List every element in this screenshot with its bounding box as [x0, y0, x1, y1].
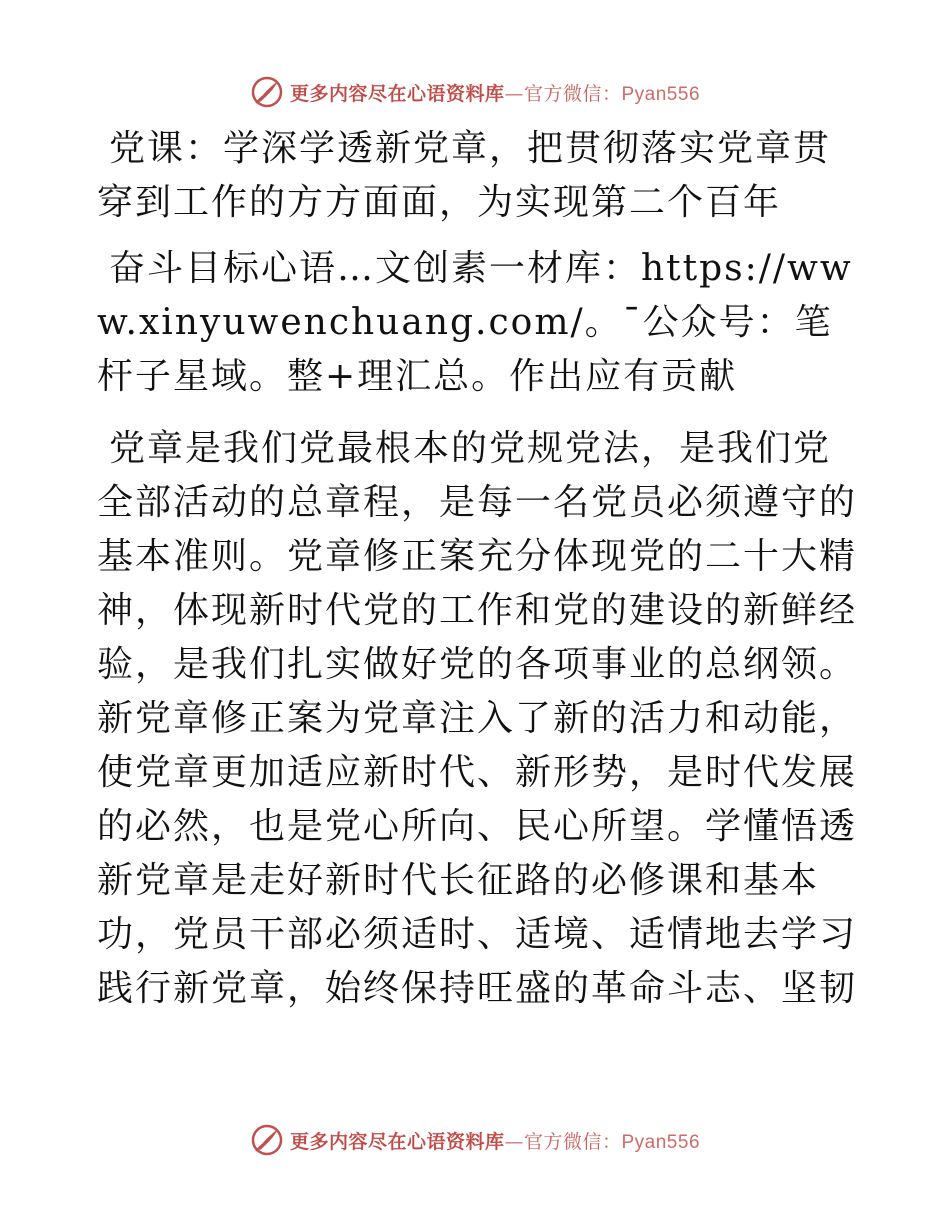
watermark-site-text: 更多内容尽在心语资料库: [289, 82, 505, 105]
document-body: 党章是我们党最根本的党规党法，是我们党全部活动的总章程，是每一名党员必须遵守的基本准则。党章修正案充分体现党的二十大精神，体现新时代党的工作和党的建设的新鲜经验，是我们扎实做好党的各项事业的总纲领。新党章修正案为党章注入了新的活力和动能，使党章更加适应新时代、新形势，是时代发展的必然，也是党心所向、民心所望。学懂悟透新党章是走好新时代长征路的必修课和基本功，党员干部必须适时、适境、适情地去学习践行新党章，始终保持旺盛的革命斗志、坚韧: [97, 428, 858, 1009]
quill-logo-icon: [250, 1123, 284, 1157]
watermark-wechat-id: Pyan556: [621, 83, 701, 105]
header-watermark: [0, 72, 950, 112]
watermark-text: [290, 79, 700, 106]
watermark-dash: —: [504, 82, 524, 105]
footer-watermark: [0, 1120, 950, 1160]
watermark-dash: —: [504, 1130, 524, 1153]
watermark-site-text: 更多内容尽在心语资料库: [289, 1130, 505, 1153]
watermark-text: [290, 1127, 700, 1154]
quill-logo-icon: [250, 75, 284, 109]
document-title: 党课：学深学透新党章，把贯彻落实党章贯穿到工作的方方面面，为实现第二个百年: [97, 128, 832, 223]
watermark-official-label: 官方微信：: [523, 1130, 622, 1153]
document-subtitle: 奋斗目标心语…文创素一材库：https://www.xinyuwenchuang.com/。¯公众号：笔杆子星域。整+理汇总。作出应有贡献: [97, 248, 853, 397]
watermark-wechat-id: Pyan556: [621, 1131, 701, 1153]
document-content: [97, 122, 857, 1034]
watermark-official-label: 官方微信：: [523, 82, 622, 105]
